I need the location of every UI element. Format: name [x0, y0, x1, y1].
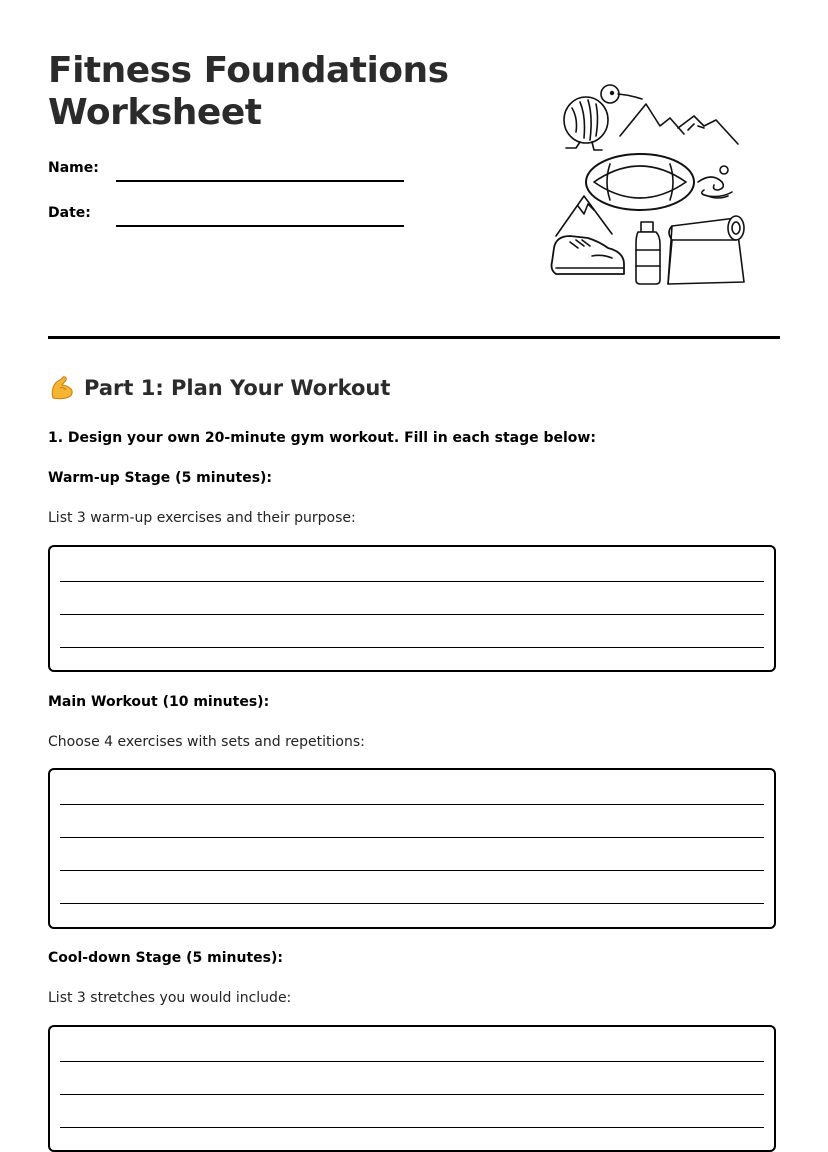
warmup-prompt: List 3 warm-up exercises and their purpose:: [48, 510, 356, 526]
main-workout-answer-box[interactable]: [48, 768, 776, 929]
yoga-mat-icon: [668, 216, 744, 284]
cooldown-prompt: List 3 stretches you would include:: [48, 990, 292, 1006]
fitness-illustration: [548, 78, 748, 290]
warmup-answer-box[interactable]: [48, 545, 776, 672]
mountains-icon: [620, 104, 738, 144]
name-field[interactable]: [116, 180, 404, 182]
section-divider: [48, 336, 780, 339]
date-label: Date:: [48, 205, 91, 221]
answer-line: [60, 1061, 764, 1062]
answer-line: [60, 804, 764, 805]
name-label: Name:: [48, 160, 99, 176]
answer-line: [60, 614, 764, 615]
main-workout-title: Main Workout (10 minutes):: [48, 694, 270, 710]
part1-heading: [48, 374, 390, 402]
cooldown-answer-box[interactable]: [48, 1025, 776, 1152]
answer-line: [60, 837, 764, 838]
sneaker-icon: [552, 236, 625, 274]
part1-heading-text: Part 1: Plan Your Workout: [84, 376, 391, 400]
answer-line: [60, 870, 764, 871]
rugby-ball-icon: [586, 154, 694, 210]
cooldown-title: Cool-down Stage (5 minutes):: [48, 950, 283, 966]
wind-swirl-icon: [698, 166, 732, 198]
water-bottle-icon: [636, 222, 660, 284]
flexed-biceps-icon: [48, 374, 76, 402]
answer-line: [60, 1094, 764, 1095]
title-line-1: Fitness Foundations: [48, 50, 449, 91]
answer-line: [60, 581, 764, 582]
worksheet-title: [48, 50, 449, 134]
kiwi-bird-icon: [564, 85, 642, 150]
answer-line: [60, 1127, 764, 1128]
title-line-2: Worksheet: [48, 92, 262, 133]
answer-line: [60, 903, 764, 904]
main-workout-prompt: Choose 4 exercises with sets and repetitions:: [48, 734, 365, 750]
question-1: 1. Design your own 20-minute gym workout. Fill in each stage below:: [48, 430, 596, 446]
warmup-title: Warm-up Stage (5 minutes):: [48, 470, 273, 486]
answer-line: [60, 647, 764, 648]
date-field[interactable]: [116, 225, 404, 227]
